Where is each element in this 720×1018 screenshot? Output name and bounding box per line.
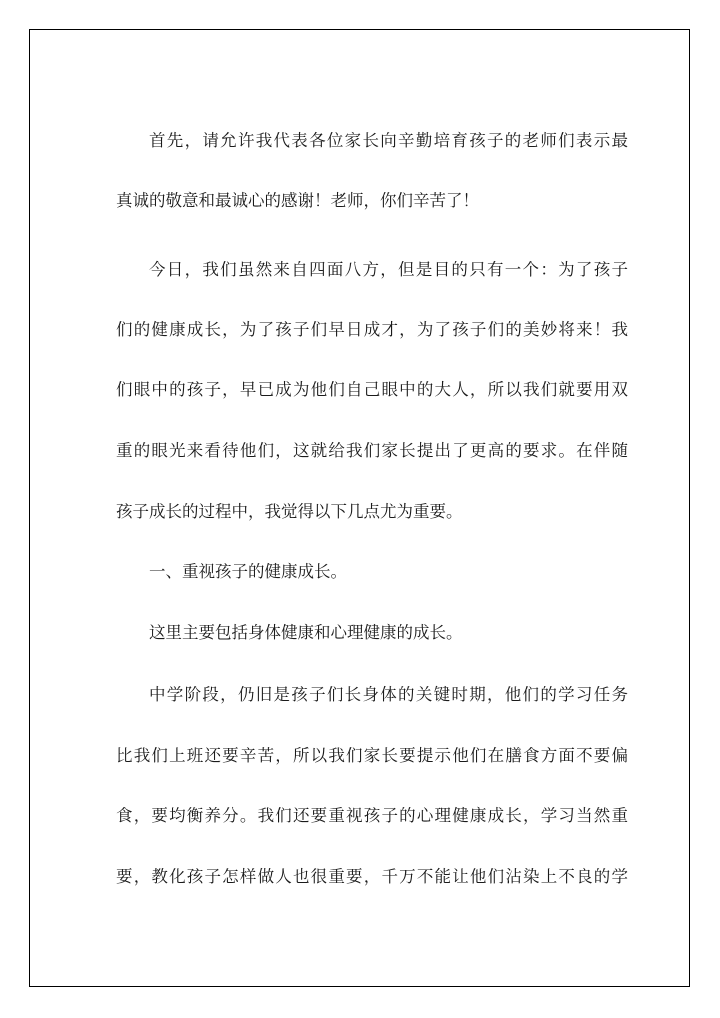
paragraph-line: 真诚的敬意和最诚心的感谢！老师，你们辛苦了！ <box>116 191 479 210</box>
paragraph-line: 中学阶段，仍旧是孩子们长身体的关键时期，他们的学习任务 <box>149 685 628 704</box>
paragraph-line: 们的健康成长，为了孩子们早日成才，为了孩子们的美妙将来！我 <box>116 320 628 339</box>
paragraph-line: 今日，我们虽然来自四面八方，但是目的只有一个：为了孩子 <box>149 260 628 279</box>
paragraph-line: 比我们上班还要辛苦，所以我们家长要提示他们在膳食方面不要偏 <box>116 746 628 765</box>
paragraph-line: 这里主要包括身体健康和心理健康的成长。 <box>149 623 463 642</box>
paragraph-line: 食，要均衡养分。我们还要重视孩子的心理健康成长，学习当然重 <box>116 806 628 825</box>
section-heading: 一、重视孩子的健康成长。 <box>149 562 347 581</box>
paragraph-line: 首先，请允许我代表各位家长向辛勤培育孩子的老师们表示最 <box>149 131 628 150</box>
paragraph-line: 重的眼光来看待他们，这就给我们家长提出了更高的要求。在伴随 <box>116 441 628 460</box>
paragraph-line: 要，教化孩子怎样做人也很重要，千万不能让他们沾染上不良的学 <box>116 867 628 886</box>
paragraph-line: 孩子成长的过程中，我觉得以下几点尤为重要。 <box>116 502 463 521</box>
paragraph-line: 们眼中的孩子，早已成为他们自己眼中的大人，所以我们就要用双 <box>116 380 628 399</box>
